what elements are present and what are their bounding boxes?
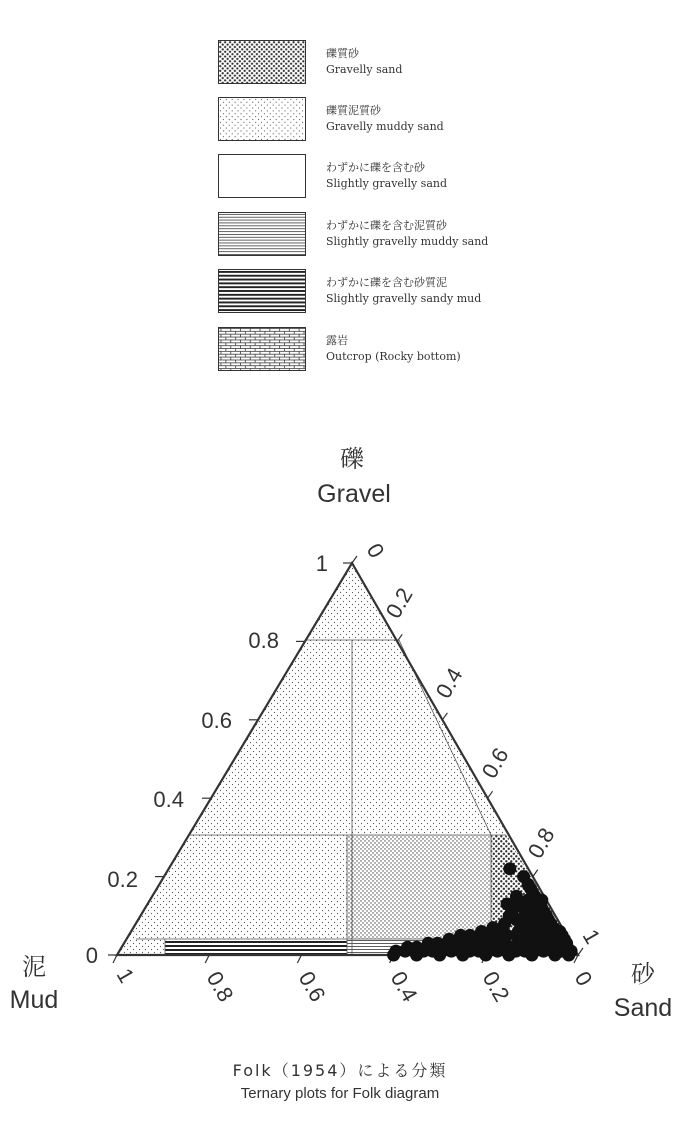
vertex-gravel-jp: 礫 [340, 445, 364, 473]
data-point [535, 894, 548, 907]
left-tick-label: 0 [85, 943, 98, 968]
axis-tick [488, 791, 493, 798]
data-point [502, 949, 515, 962]
legend-label-jp: わずかに礫を含む泥質砂 [326, 219, 447, 232]
bottom-tick-label: 0.2 [477, 967, 515, 1006]
data-point [454, 929, 467, 942]
axis-tick [113, 955, 117, 963]
axis-tick [297, 955, 301, 963]
data-point [433, 949, 446, 962]
left-tick-label: 0.2 [107, 867, 138, 892]
data-point [487, 921, 500, 934]
right-tick-label: 0.4 [430, 663, 468, 703]
data-point [387, 949, 400, 962]
data-point [431, 937, 444, 950]
legend-label-en: Gravelly sand [326, 63, 403, 76]
legend-label-jp: 礫質砂 [326, 47, 359, 60]
bottom-tick-label: 0.6 [293, 967, 331, 1006]
legend-label-en: Outcrop (Rocky bottom) [326, 350, 461, 363]
data-point [525, 949, 538, 962]
legend-label-en: Slightly gravelly muddy sand [326, 235, 489, 248]
vertex-sand-jp: 砂 [631, 960, 655, 988]
caption-jp: Folk（1954）による分類 [232, 1061, 448, 1080]
legend-label-jp: 露岩 [326, 334, 348, 347]
data-point [456, 949, 469, 962]
data-point [475, 925, 488, 938]
data-point [443, 933, 456, 946]
legend-label-jp: 礫質泥質砂 [326, 104, 381, 117]
axis-tick [352, 556, 357, 563]
axis-tick [533, 870, 538, 877]
data-point [479, 949, 492, 962]
vertex-mud-label: Mud [9, 986, 59, 1014]
bottom-tick-label: 0.8 [201, 967, 239, 1006]
caption-en: Ternary plots for Folk diagram [240, 1085, 440, 1102]
bottom-tick-label: 0 [569, 967, 598, 991]
legend-label-jp: わずかに礫を含む砂 [326, 161, 425, 174]
data-point [562, 949, 575, 962]
legend-label-en: Slightly gravelly sand [326, 177, 448, 190]
legend-label-en: Gravelly muddy sand [326, 120, 444, 133]
data-point [498, 917, 511, 930]
left-tick-label: 1 [315, 551, 328, 576]
data-point [549, 949, 562, 962]
data-point [517, 902, 530, 915]
vertex-mud-jp: 泥 [22, 953, 46, 981]
left-tick-label: 0.6 [201, 708, 232, 733]
axis-tick [205, 955, 209, 963]
bottom-tick-label: 0.4 [385, 967, 423, 1006]
data-point [501, 898, 514, 911]
vertex-gravel-label: Gravel [317, 480, 391, 508]
left-tick-label: 0.4 [153, 787, 184, 812]
right-tick-label: 0.2 [380, 583, 418, 623]
bottom-tick-label: 1 [111, 964, 140, 988]
right-tick-label: 0.8 [522, 823, 560, 863]
axis-tick [578, 948, 583, 955]
right-tick-label: 0 [361, 539, 390, 563]
right-tick-label: 1 [577, 925, 606, 949]
region-slightly-gravelly-sandy-mud [165, 939, 347, 955]
axis-tick [397, 634, 402, 641]
left-tick-label: 0.8 [248, 628, 279, 653]
data-point [503, 862, 516, 875]
data-point [530, 925, 543, 938]
legend-label-en: Slightly gravelly sandy mud [326, 292, 482, 305]
axis-tick [442, 713, 447, 720]
legend-label-jp: わずかに礫を含む砂質泥 [326, 276, 447, 289]
vertex-sand-label: Sand [613, 994, 673, 1022]
right-tick-label: 0.6 [476, 743, 514, 783]
data-point [410, 949, 423, 962]
